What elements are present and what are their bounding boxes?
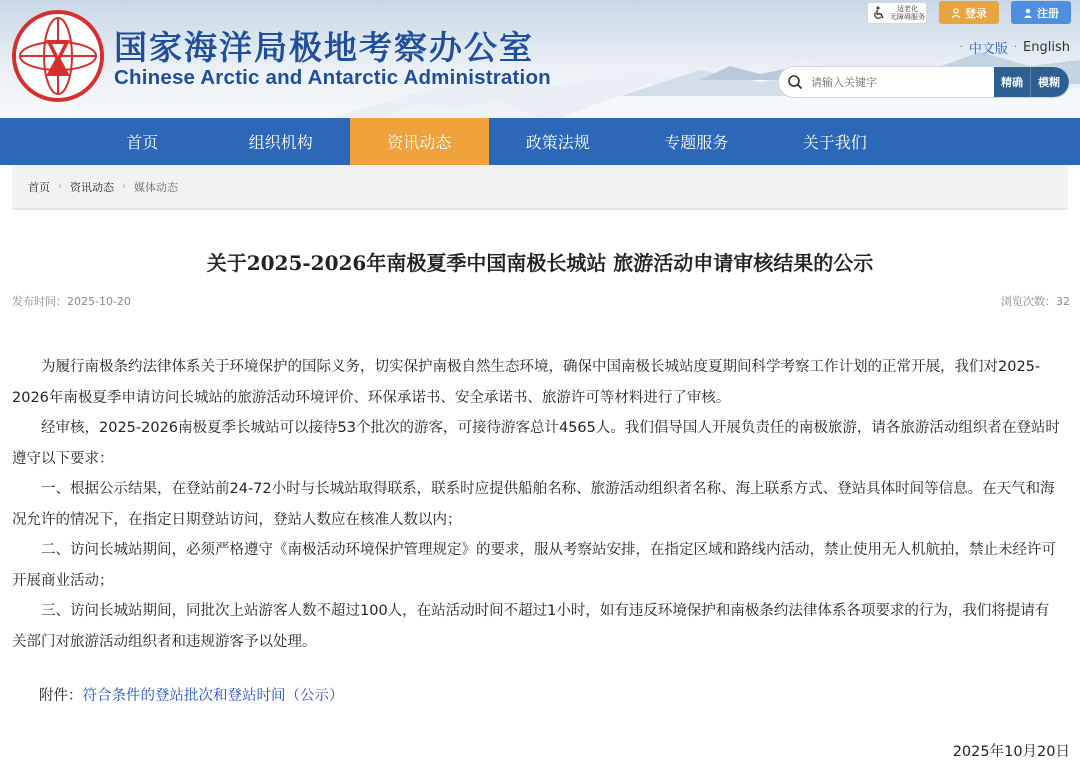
nav-item-about[interactable]: 关于我们 [802, 133, 867, 152]
article-body [12, 352, 1062, 657]
wheelchair-icon [872, 6, 886, 20]
article-paragraph: 为履行南极条约法律体系关于环境保护的国际义务，切实保护南极自然生态环境，确保中国南极长城站度夏期间科学考察工作计划的正常开展，我们对2025-2026年南极夏季申请访问长城站的旅游活动环境评价、环保承诺书、安全承诺书、旅游许可等材料进行了审核。 [12, 359, 1041, 406]
search-fuzzy-button[interactable]: 模糊 [1030, 67, 1069, 97]
chevron-right-icon: › [58, 181, 62, 192]
nav-item-organization[interactable]: 组织机构 [248, 133, 313, 152]
breadcrumb [12, 165, 1068, 210]
site-header [0, 0, 1080, 118]
nav-item-services[interactable]: 专题服务 [664, 133, 729, 152]
user-icon [951, 8, 961, 18]
article-paragraph: 三、访问长城站期间，同批次上站游客人数不超过100人，在站活动时间不超过1小时，如有违反环境保护和南极条约法律体系各项要求的行为，我们将提请有关部门对旅游活动组织者和违规游客予以处理。 [12, 603, 1050, 650]
breadcrumb-home[interactable]: 首页 [28, 180, 50, 194]
site-title-cn: 国家海洋局极地考察办公室 [114, 28, 534, 67]
accessibility-label-1: 适老化 [897, 5, 918, 13]
article-paragraph: 经审核，2025-2026南极夏季长城站可以接待53个批次的游客，可接待游客总计4565人。我们倡导国人开展负责任的南极旅游，请各旅游活动组织者在登站时遵守以下要求： [12, 420, 1060, 467]
register-button[interactable] [1011, 1, 1071, 24]
login-label: 登录 [965, 6, 987, 20]
site-logo[interactable] [12, 10, 104, 102]
breadcrumb-news[interactable]: 资讯动态 [70, 180, 114, 194]
main-nav [0, 118, 1080, 165]
login-button[interactable] [939, 1, 999, 24]
search-icon[interactable] [779, 67, 811, 97]
language-switcher: · 中文版 · English [959, 40, 1070, 57]
register-label: 注册 [1037, 6, 1059, 20]
article-paragraph: 二、访问长城站期间，必须严格遵守《南极活动环境保护管理规定》的要求，服从考察站安排，在指定区域和路线内活动，禁止使用无人机航拍，禁止未经许可开展商业活动； [12, 542, 1056, 589]
attachment-row [39, 681, 344, 711]
nav-item-policy[interactable]: 政策法规 [525, 133, 590, 152]
accessibility-label-2: 无障碍服务 [890, 13, 925, 21]
article-paragraph: 一、根据公示结果，在登站前24-72小时与长城站取得联系，联系时应提供船舶名称、旅游活动组织者名称、海上联系方式、登站具体时间等信息。在天气和海况允许的情况下，在指定日期登站访问，登站人数应在核准人数以内； [12, 481, 1055, 528]
attachment-label: 附件： [39, 688, 83, 704]
breadcrumb-current[interactable]: 媒体动态 [134, 180, 178, 194]
logo-emblem-icon [16, 14, 100, 98]
nav-item-home[interactable]: 首页 [126, 133, 159, 152]
search-input[interactable] [811, 68, 993, 96]
user-icon [1023, 8, 1033, 18]
article-title: 关于2025-2026年南极夏季中国南极长城站 旅游活动申请审核结果的公示 [206, 251, 874, 275]
publish-time: 发布时间：2025-10-20 [12, 295, 131, 308]
nav-item-news[interactable]: 资讯动态 [350, 118, 489, 165]
search-box [778, 66, 1070, 98]
lang-cn-link[interactable]: 中文版 [968, 42, 1008, 57]
attachment-link[interactable]: 符合条件的登站批次和登站时间（公示） [82, 688, 344, 704]
site-title-en: Chinese Arctic and Antarctic Administration [114, 66, 551, 89]
search-exact-button[interactable]: 精确 [993, 67, 1030, 97]
accessibility-button[interactable] [867, 2, 927, 24]
chevron-right-icon: › [122, 181, 126, 192]
view-count: 浏览次数：32 [1001, 295, 1070, 308]
lang-en-link[interactable]: English [1023, 40, 1070, 55]
article-date: 2025年10月20日 [952, 744, 1070, 760]
article-meta [12, 293, 1070, 309]
